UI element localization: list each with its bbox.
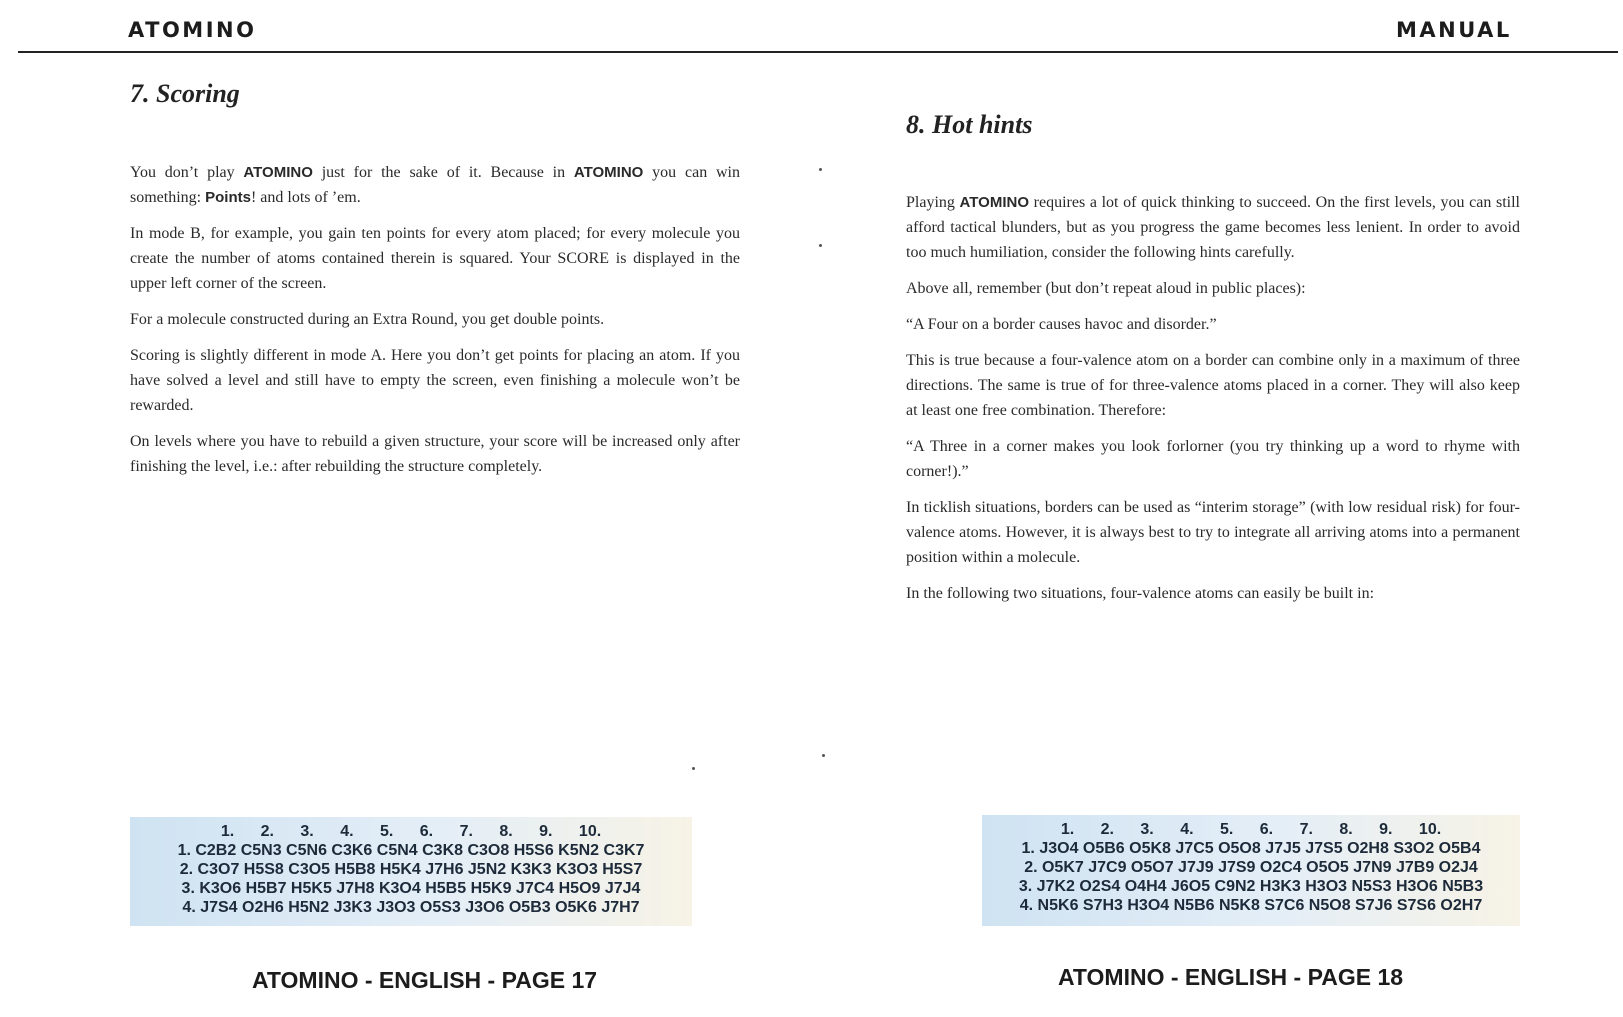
text-run: You don’t play [130, 164, 244, 181]
password-row: 4. N5K6 S7H3 H3O4 N5B6 N5K8 S7C6 N5O8 S7J6 S7S6 O2H7 [1019, 897, 1483, 914]
password-table-left [130, 817, 692, 926]
section-title-hot-hints: 8. Hot hints [906, 110, 1033, 139]
scoring-paragraph-4: Scoring is slightly different in mode A. Here you don’t get points for placing an atom. If you have solved a level and still have to empty the screen, even finishing a molecule won’t be rewarded. [130, 347, 740, 414]
password-row: 1. J3O4 O5B6 O5K8 J7C5 O5O8 J7J5 J7S5 O2H8 S3O2 O5B4 [1021, 840, 1481, 857]
password-row: 4. J7S4 O2H6 H5N2 J3K3 J3O3 O5S3 J3O6 O5B3 O5K6 J7H7 [182, 899, 640, 916]
bold-run: ATOMINO [959, 194, 1029, 211]
scan-speck [819, 168, 822, 171]
scan-speck [822, 754, 825, 757]
password-table-header: 1. 2. 3. 4. 5. 6. 7. 8. 9. 10. [220, 823, 602, 840]
running-header-left: ATOMINO [128, 18, 257, 42]
section-title-scoring: 7. Scoring [130, 79, 240, 108]
hints-paragraph-3: This is true because a four-valence atom on a border can combine only in a maximum of three directions. The same is true of for three-valence atoms placed in a corner. They will also keep at least one free combination. Therefore: [906, 352, 1520, 419]
text-run: you can win something: [130, 164, 740, 206]
password-table-header: 1. 2. 3. 4. 5. 6. 7. 8. 9. 10. [1060, 821, 1442, 838]
scoring-paragraph-5: On levels where you have to rebuild a given structure, your score will be increased only after finishing the level, i.e.: after rebuilding the structure completely. [130, 433, 740, 475]
password-row: 1. C2B2 C5N3 C5N6 C3K6 C5N4 C3K8 C3O8 H5S6 K5N2 C3K7 [177, 842, 645, 859]
hints-paragraph-1 [906, 190, 1520, 265]
scoring-paragraph-2: In mode B, for example, you gain ten points for every atom placed; for every molecule you create the number of atoms contained therein is squared. Your SCORE is displayed in the upper left corner of the screen. [130, 225, 740, 292]
hints-quote-2: “A Three in a corner makes you look forlorner (you try thinking up a word to rhyme with corner!).” [906, 438, 1520, 480]
hints-paragraph-5: In the following two situations, four-valence atoms can easily be built in: [906, 585, 1375, 602]
bold-run: Points [205, 189, 251, 206]
text-run: Playing [906, 194, 960, 211]
running-header-right: MANUAL [1396, 18, 1512, 42]
header-rule [18, 51, 1618, 53]
scoring-text-column [130, 160, 740, 490]
scoring-paragraph-1 [130, 160, 740, 210]
password-row: 2. O5K7 J7C9 O5O7 J7J9 J7S9 O2C4 O5O5 J7N9 J7B9 O2J4 [1024, 859, 1478, 876]
hints-quote-1: “A Four on a border causes havoc and disorder.” [906, 316, 1217, 333]
password-row: 3. J7K2 O2S4 O4H4 J6O5 C9N2 H3K3 H3O3 N5S3 H3O6 N5B3 [1018, 878, 1484, 895]
hints-text-column [906, 190, 1520, 617]
page-footer-right: ATOMINO - ENGLISH - PAGE 18 [1058, 964, 1404, 990]
hints-paragraph-2: Above all, remember (but don’t repeat aloud in public places): [906, 280, 1306, 297]
scoring-paragraph-3: For a molecule constructed during an Extra Round, you get double points. [130, 311, 605, 328]
scan-speck [692, 767, 695, 770]
bold-run: ATOMINO [243, 164, 313, 181]
password-table-right [982, 815, 1520, 926]
password-row: 2. C3O7 H5S8 C3O5 H5B8 H5K4 J7H6 J5N2 K3K3 K3O3 H5S7 [179, 861, 643, 878]
page-footer-left: ATOMINO - ENGLISH - PAGE 17 [252, 967, 598, 993]
text-run: ! and lots of ’em. [250, 189, 361, 206]
scan-speck [819, 244, 822, 247]
bold-run: ATOMINO [573, 164, 644, 181]
hints-paragraph-4: In ticklish situations, borders can be used as “interim storage” (with low residual risk) for four-valence atoms. However, it is always best to try to integrate all arriving atoms into a permanent position within a molecule. [906, 499, 1520, 566]
text-run: requires a lot of quick thinking to succeed. On the first levels, you can still afford tactical blunders, but as you progress the game becomes less lenient. In order to avoid too much humiliation, consider the following hints carefully. [906, 194, 1521, 261]
password-row: 3. K3O6 H5B7 H5K5 J7H8 K3O4 H5B5 H5K9 J7C4 H5O9 J7J4 [181, 880, 641, 897]
text-run: just for the sake of it. Because in [312, 164, 574, 181]
